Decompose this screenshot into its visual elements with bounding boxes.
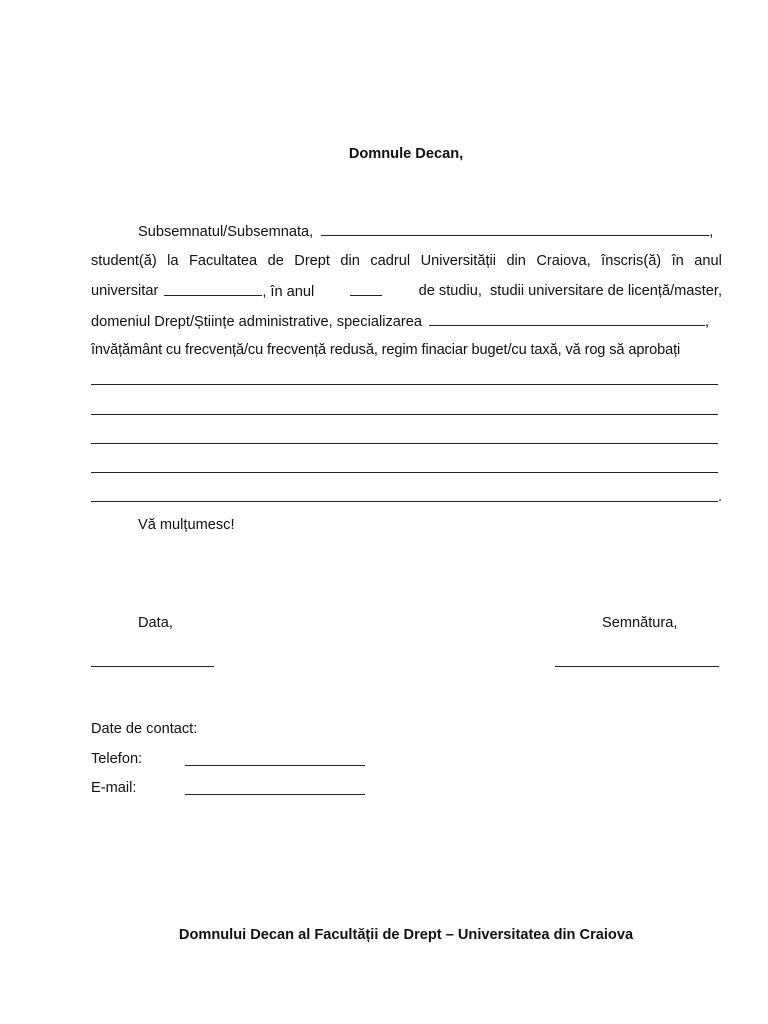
thanks-text: Vă mulțumesc! (138, 517, 235, 533)
footer-addressee: Domnului Decan al Facultății de Drept – Universitatea din Craiova (178, 927, 634, 943)
subsemnatul-label: Subsemnatul/Subsemnata, (138, 224, 314, 240)
request-blank-line (91, 472, 718, 473)
paragraph-line-3 (91, 282, 722, 301)
date-blank (91, 666, 214, 667)
name-blank (321, 222, 709, 236)
line2-word: student(ă) (91, 253, 157, 269)
paragraph-line-4 (91, 312, 709, 331)
phone-label: Telefon: (91, 751, 143, 767)
line2-word: la (167, 253, 179, 269)
specialization-blank (429, 312, 705, 326)
email-blank (185, 794, 365, 795)
signature-blank (555, 666, 719, 667)
date-label: Data, (138, 615, 173, 631)
line2-word: înscris(ă) (601, 253, 662, 269)
line2-word: Drept (294, 253, 330, 269)
salutation: Domnule Decan, (348, 146, 464, 162)
academic-year-blank (164, 282, 262, 296)
line2-word: Craiova, (536, 253, 591, 269)
email-label: E-mail: (91, 780, 137, 796)
line2-word: din (340, 253, 360, 269)
domeniul-text: domeniul Drept/Științe administrative, specializarea (91, 314, 422, 330)
line2-word: de (267, 253, 284, 269)
request-blank-line (91, 501, 718, 502)
line2-word: anul (694, 253, 722, 269)
paragraph-line-5: învățământ cu frecvență/cu frecvență redusă, regim finaciar buget/cu taxă, vă rog să aprobați (91, 342, 681, 358)
study-year-blank (350, 282, 382, 296)
line2-word: în (671, 253, 684, 269)
line2-word: Facultatea (188, 253, 258, 269)
line2-word: cadrul (370, 253, 411, 269)
universitar-text: universitar (91, 283, 159, 299)
request-blank-line (91, 414, 718, 415)
end-period: . (718, 489, 723, 505)
comma: , (709, 224, 714, 240)
paragraph-line-1 (138, 222, 713, 241)
line2-word: din (506, 253, 526, 269)
comma: , (705, 314, 710, 330)
request-blank-line (91, 384, 718, 385)
phone-blank (185, 765, 365, 766)
paragraph-line-2 (91, 252, 722, 270)
signature-label: Semnătura, (602, 615, 678, 631)
contact-heading: Date de contact: (91, 721, 198, 737)
in-anul-text: , în anul (262, 284, 315, 300)
line2-word: Universității (420, 253, 496, 269)
request-blank-line (91, 443, 718, 444)
studies-text: de studiu, studii universitare de licență/master, (418, 283, 722, 299)
